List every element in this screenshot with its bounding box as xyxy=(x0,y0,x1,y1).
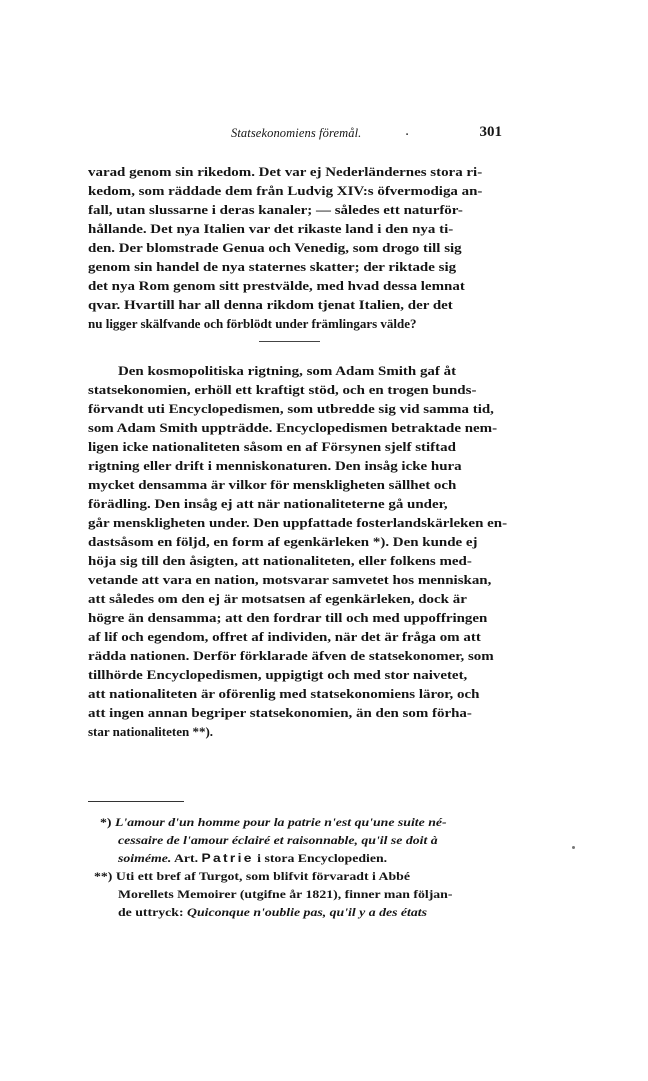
text-line: som Adam Smith uppträdde. Encyclopedismen betraktade nem- xyxy=(88,420,498,435)
text-line: går menskligheten under. Den uppfattade fosterlandskärleken en- xyxy=(88,515,508,530)
footnote-text: i stora Encyclopedien. xyxy=(253,851,388,865)
text-line: förvandt uti Encyclopedismen, som utbredde sig vid samma tid, xyxy=(88,401,494,416)
text-line: fall, utan slussarne i deras kanaler; — således ett naturför- xyxy=(88,202,463,217)
text-line: förädling. Den insåg ej att när nationaliteterne gå under, xyxy=(88,496,448,511)
text-line: af lif och egendom, offret af individen, när det är fråga om att xyxy=(88,629,481,644)
text-line: ligen icke nationaliteten såsom en af Försynen sjelf stiftad xyxy=(88,439,456,454)
text-line: qvar. Hvartill har all denna rikdom tjenat Italien, der det xyxy=(88,297,453,312)
text-line: det nya Rom genom sitt prestvälde, med hvad dessa lemnat xyxy=(88,278,465,293)
text-line: genom sin handel de nya staternes skatter; der riktade sig xyxy=(88,259,457,274)
text-line: att ingen annan begriper statsekonomien, än den som förha- xyxy=(88,705,472,720)
running-title: Statsekonomiens föremål. xyxy=(231,126,362,140)
text-line: mycket densamma är vilkor för menskligheten sällhet och xyxy=(88,477,457,492)
text-line: Den kosmopolitiska rigtning, som Adam Smith gaf åt xyxy=(118,363,457,378)
text-line: hållande. Det nya Italien var det rikaste land i den nya ti- xyxy=(88,221,454,236)
page-number: 301 xyxy=(479,124,502,140)
text-line: rigtning eller drift i menniskonaturen. Den insåg icke hura xyxy=(88,458,462,473)
text-line: tillhörde Encyclopedismen, uppigtigt och med stor naivetet, xyxy=(88,667,468,682)
paper-speck xyxy=(572,846,575,849)
footnote-marker: **) xyxy=(94,869,113,883)
text-line: dastsåsom en följd, en form af egenkärleken *). Den kunde ej xyxy=(88,534,478,549)
text-line: högre än densamma; att den fordrar till och med uppoffringen xyxy=(88,610,488,625)
footnote-text: soiméme. xyxy=(118,851,172,865)
footnote-line xyxy=(94,868,410,885)
footnote-marker: *) xyxy=(100,815,112,829)
footnote-line xyxy=(118,850,387,867)
text-line: varad genom sin rikedom. Det var ej Nederländernes stora ri- xyxy=(88,164,483,179)
text-line: statsekonomien, erhöll ett kraftigt stöd, och en trogen bunds- xyxy=(88,382,477,397)
footnote-text: L'amour d'un homme pour la patrie n'est qu'une suite né- xyxy=(114,815,447,829)
footnote-line xyxy=(100,814,447,831)
text-line: den. Der blomstrade Genua och Venedig, som drogo till sig xyxy=(88,240,462,255)
text-line: att nationaliteten är oförenlig med statsekonomiens läror, och xyxy=(88,686,480,701)
footnote-text: de uttryck: xyxy=(118,905,187,919)
footnote-spaced-word: Patrie xyxy=(201,851,254,865)
text-line: höja sig till den åsigten, att nationaliteten, eller folkens med- xyxy=(88,553,472,568)
section-divider xyxy=(259,341,320,342)
footnote-text: Quiconque n'oublie pas, qu'il y a des états xyxy=(187,905,427,919)
text-line: kedom, som räddade dem från Ludvig XIV:s öfvermodiga an- xyxy=(88,183,483,198)
footnote-line xyxy=(118,904,427,921)
footnote-text: Art. xyxy=(171,851,202,865)
text-line: vetande att vara en nation, motsvarar samvetet hos menniskan, xyxy=(88,572,492,587)
text-line: att således om den ej är motsatsen af egenkärleken, dock är xyxy=(88,591,467,606)
text-line: rädda nationen. Derför förklarade äfven de statsekonomer, som xyxy=(88,648,494,663)
text-line: nu ligger skälfvande och förblödt under främlingars välde? xyxy=(88,316,417,331)
footnote-line: cessaire de l'amour éclairé et raisonnable, qu'il se doit à xyxy=(118,833,438,847)
footnote-rule xyxy=(88,801,184,802)
footnote-line: Morellets Memoirer (utgifne år 1821), finner man följan- xyxy=(118,887,453,901)
running-head-dot: . xyxy=(405,124,410,139)
text-line: star nationaliteten **). xyxy=(88,724,214,739)
running-head xyxy=(231,124,502,144)
footnote-text: Uti ett bref af Turgot, som blifvit förvaradt i Abbé xyxy=(115,869,410,883)
